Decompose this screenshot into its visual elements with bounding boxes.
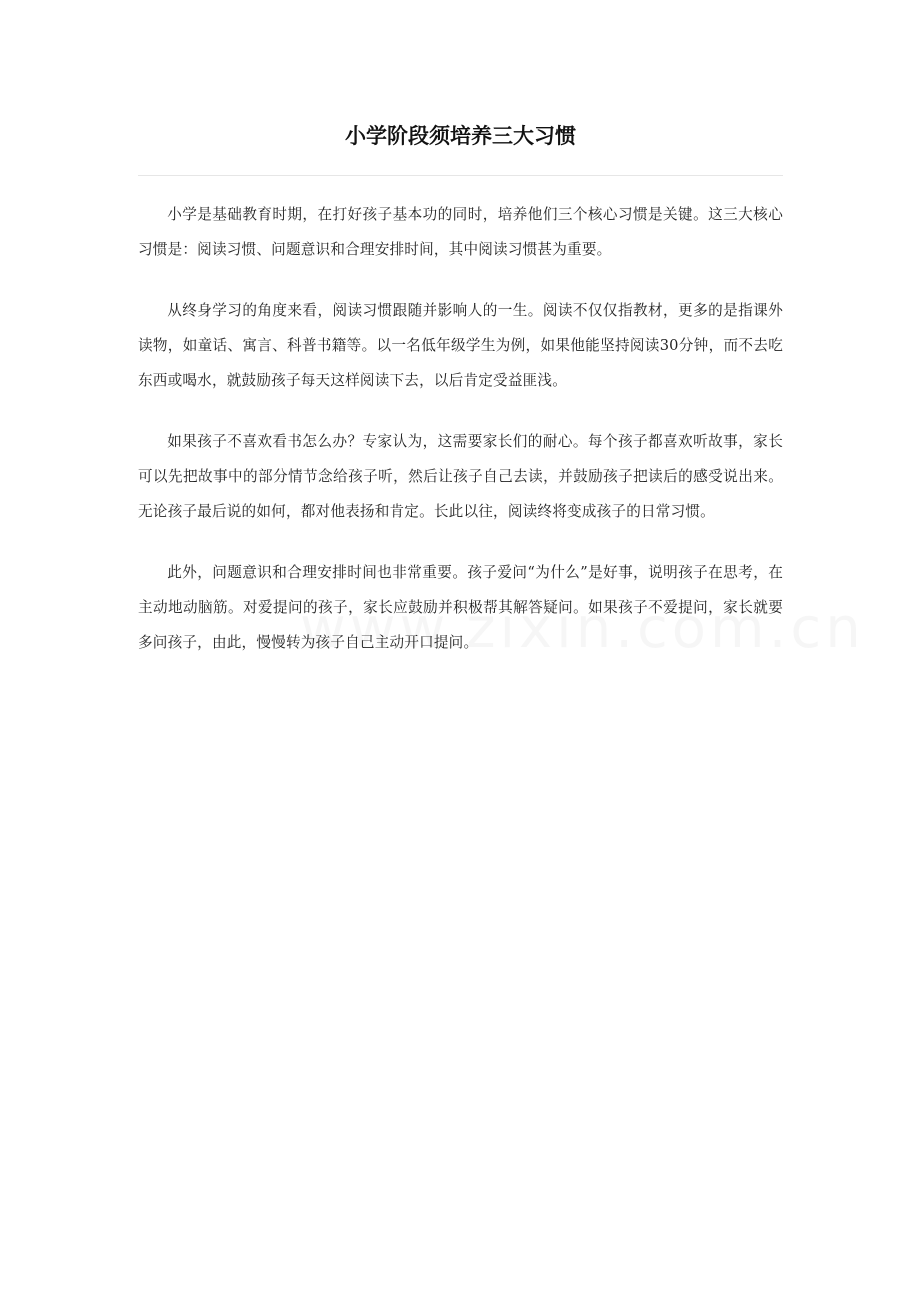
title-divider — [138, 175, 783, 176]
document-title: 小学阶段须培养三大习惯 — [345, 124, 576, 148]
paragraph-4: 此外，问题意识和合理安排时间也非常重要。孩子爱问“为什么”是好事，说明孩子在思考，在主动地动脑筋。对爱提问的孩子，家长应鼓励并积极帮其解答疑问。如果孩子不爱提问，家长就要多问孩子，由此，慢慢转为孩子自己主动开口提问。 — [138, 564, 783, 651]
paragraph-2: 从终身学习的角度来看，阅读习惯跟随并影响人的一生。阅读不仅仅指教材，更多的是指课外读物，如童话、寓言、科普书籍等。以一名低年级学生为例，如果他能坚持阅读30分钟，而不去吃东西或喝水，就鼓励孩子每天这样阅读下去，以后肯定受益匪浅。 — [138, 302, 783, 389]
watermark — [300, 596, 700, 661]
paragraph-1: 小学是基础教育时期，在打好孩子基本功的同时，培养他们三个核心习惯是关键。这三大核心习惯是：阅读习惯、问题意识和合理安排时间，其中阅读习惯甚为重要。 — [138, 206, 783, 258]
paragraph-3: 如果孩子不喜欢看书怎么办？专家认为，这需要家长们的耐心。每个孩子都喜欢听故事，家长可以先把故事中的部分情节念给孩子听，然后让孩子自己去读，并鼓励孩子把读后的感受说出来。无论孩子最后说的如何，都对他表扬和肯定。长此以往，阅读终将变成孩子的日常习惯。 — [138, 433, 783, 520]
